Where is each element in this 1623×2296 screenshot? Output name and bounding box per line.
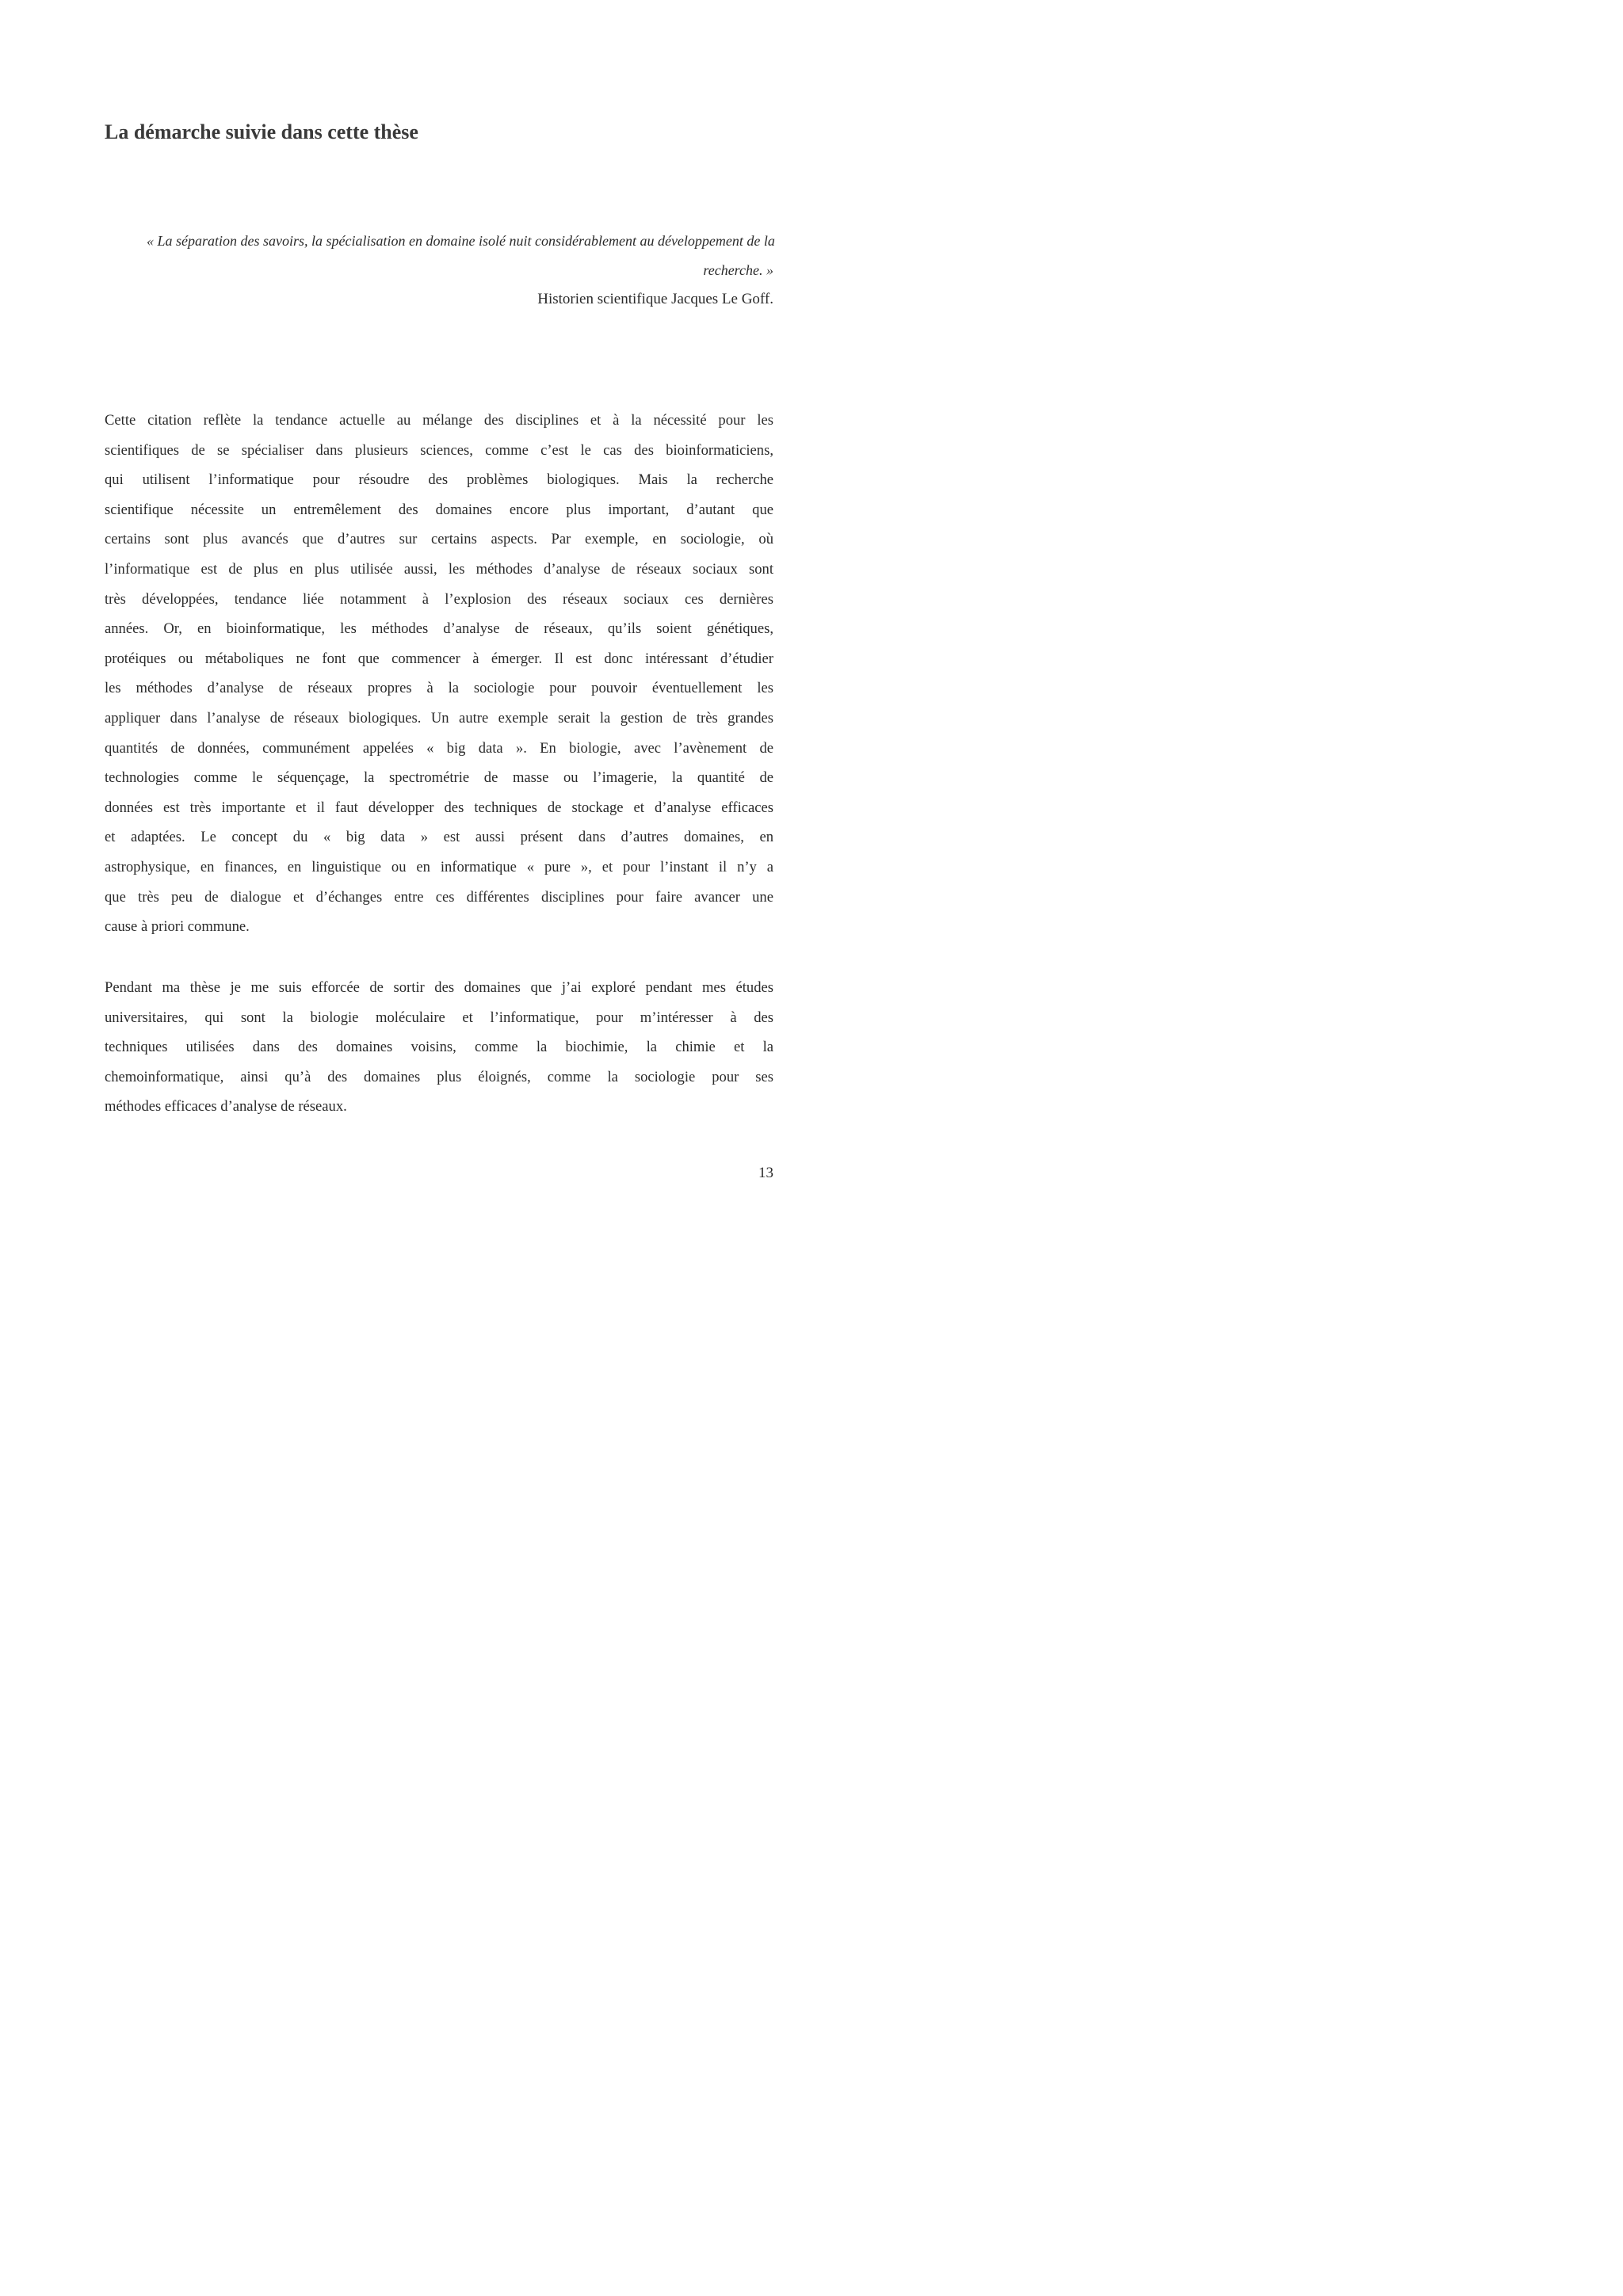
page-number: 13 xyxy=(758,1165,773,1181)
paragraph-line: universitaires, qui sont la biologie moléculaire et l’informatique, pour m’intéresser à des xyxy=(105,1009,773,1026)
paragraph-line: très développées, tendance liée notamment à l’explosion des réseaux sociaux ces dernières xyxy=(105,590,773,608)
document-page xyxy=(0,0,872,1233)
body-paragraph xyxy=(105,973,773,1122)
epigraph-quote-line: recherche. » xyxy=(703,262,773,278)
paragraph-line: techniques utilisées dans des domaines voisins, comme la biochimie, la chimie et la xyxy=(105,1039,773,1056)
paragraph-line: qui utilisent l’informatique pour résoudre des problèmes biologiques. Mais la recherche xyxy=(105,471,773,489)
epigraph-quote xyxy=(147,227,773,285)
paragraph-line: années. Or, en bioinformatique, les méthodes d’analyse de réseaux, qu’ils soient génétiques, xyxy=(105,620,773,638)
paragraph-line: que très peu de dialogue et d’échanges entre ces différentes disciplines pour faire avancer une xyxy=(105,888,773,906)
epigraph-attribution: Historien scientifique Jacques Le Goff. xyxy=(537,291,773,307)
section-title: La démarche suivie dans cette thèse xyxy=(105,120,418,143)
epigraph xyxy=(147,227,773,314)
paragraph-line: technologies comme le séquençage, la spectrométrie de masse ou l’imagerie, la quantité de xyxy=(105,769,773,787)
paragraph-line: Cette citation reflète la tendance actuelle au mélange des disciplines et à la nécessité pour les xyxy=(105,412,773,429)
paragraph-line: méthodes efficaces d’analyse de réseaux. xyxy=(105,1098,347,1116)
paragraph-line: Pendant ma thèse je me suis efforcée de sortir des domaines que j’ai exploré pendant mes études xyxy=(105,979,773,996)
paragraph-line: scientifique nécessite un entremêlement des domaines encore plus important, d’autant que xyxy=(105,501,773,518)
paragraph-line: scientifiques de se spécialiser dans plusieurs sciences, comme c’est le cas des bioinformaticiens, xyxy=(105,441,773,459)
body-paragraph xyxy=(105,406,773,942)
paragraph-line: chemoinformatique, ainsi qu’à des domaines plus éloignés, comme la sociologie pour ses xyxy=(105,1068,773,1085)
paragraph-line: et adaptées. Le concept du « big data » est aussi présent dans d’autres domaines, en xyxy=(105,829,773,846)
paragraph-line: données est très importante et il faut développer des techniques de stockage et d’analyse efficaces xyxy=(105,799,773,816)
paragraph-line: astrophysique, en finances, en linguistique ou en informatique « pure », et pour l’instant il n’y a xyxy=(105,858,773,875)
paragraph-line: protéiques ou métaboliques ne font que commencer à émerger. Il est donc intéressant d’étudier xyxy=(105,650,773,667)
paragraph-line: appliquer dans l’analyse de réseaux biologiques. Un autre exemple serait la gestion de très grandes xyxy=(105,709,773,727)
epigraph-quote-line: « La séparation des savoirs, la spécialisation en domaine isolé nuit considérablement au développement de la xyxy=(147,233,775,249)
paragraph-line: cause à priori commune. xyxy=(105,918,250,936)
paragraph-line: quantités de données, communément appelées « big data ». En biologie, avec l’avènement de xyxy=(105,739,773,757)
paragraph-line: l’informatique est de plus en plus utilisée aussi, les méthodes d’analyse de réseaux sociaux sont xyxy=(105,560,773,578)
paragraph-line: certains sont plus avancés que d’autres sur certains aspects. Par exemple, en sociologie, où xyxy=(105,531,773,548)
paragraph-line: les méthodes d’analyse de réseaux propres à la sociologie pour pouvoir éventuellement les xyxy=(105,680,773,697)
